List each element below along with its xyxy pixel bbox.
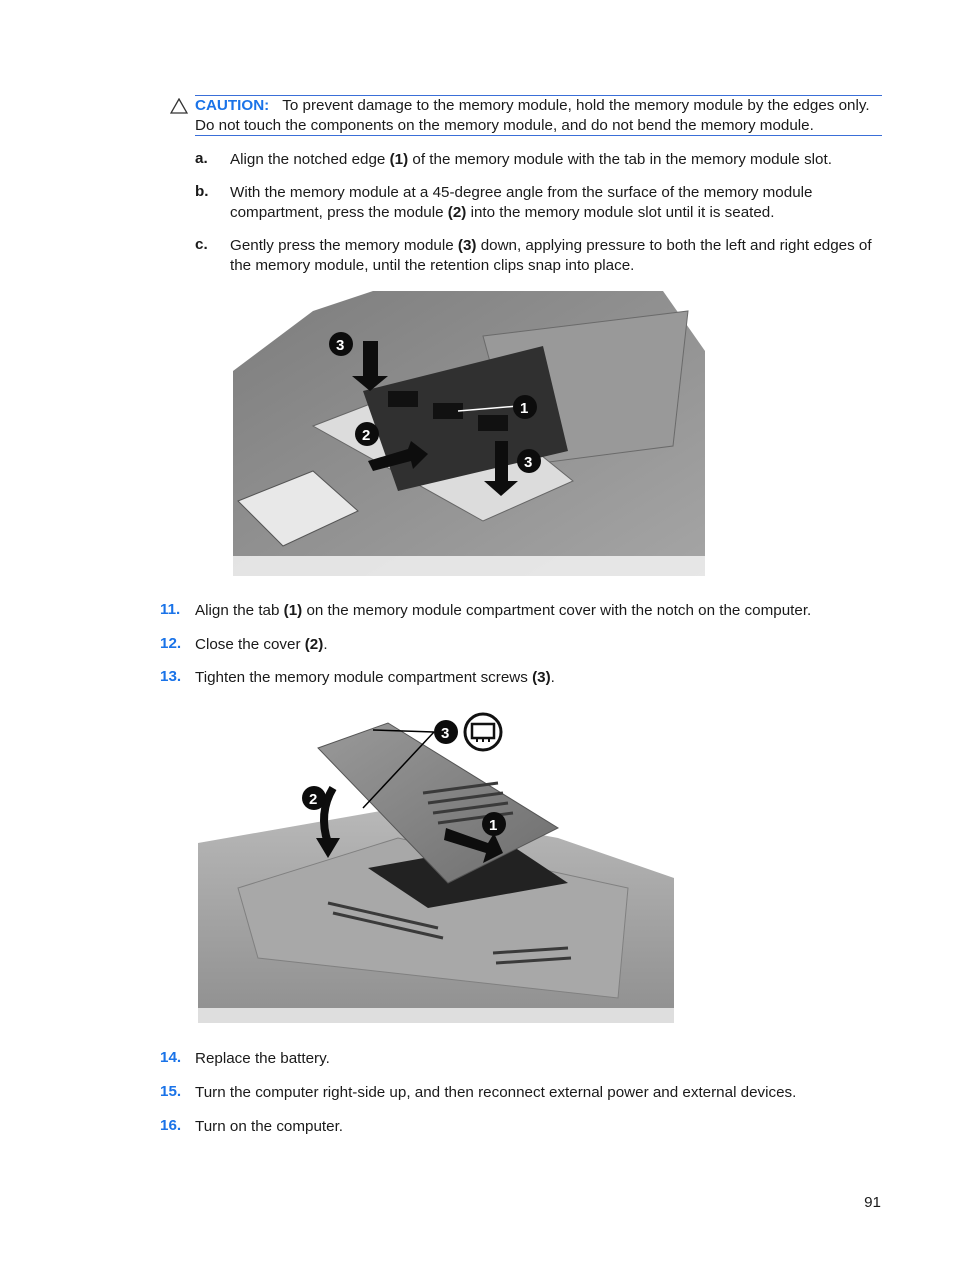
step-text-14: Replace the battery. [195, 1050, 330, 1067]
substep-c-bold: (3) [457, 237, 477, 254]
caution-text [195, 96, 885, 136]
substep-b-pre: With the memory module at a 45-degree angle from the surface of the memory module compartment, press the module [230, 184, 813, 221]
figure-compartment-cover-illustration [198, 708, 674, 1030]
figure1-callout-3b: 3 [524, 454, 533, 471]
substep-letter-b: b. [195, 183, 209, 200]
step-11-bold: (1) [283, 602, 303, 619]
step-number-14: 14. [160, 1049, 182, 1066]
page-number: 91 [864, 1194, 881, 1211]
step-13-pre: Tighten the memory module compartment screws [195, 669, 533, 686]
step-12-bold: (2) [304, 636, 324, 653]
figure-memory-module-insert [233, 291, 705, 576]
caution-body: To prevent damage to the memory module, hold the memory module by the edges only. Do not touch the components on the memory module, and do not bend the memory module. [195, 97, 870, 134]
figure1-callout-3a: 3 [336, 337, 345, 354]
substep-c-post: down, applying pressure to both the left and right edges of the memory module, until the retention clips snap into place. [230, 237, 872, 274]
substep-a-pre: Align the notched edge [230, 151, 390, 168]
step-number-15: 15. [160, 1083, 182, 1100]
figure2-callout-3: 3 [441, 725, 450, 742]
step-11-pre: Align the tab [195, 602, 284, 619]
figure-compartment-cover [198, 708, 674, 1030]
step-text-13 [195, 668, 895, 687]
step-11-post: on the memory module compartment cover with the notch on the computer. [302, 602, 812, 619]
substep-b-post: into the memory module slot until it is seated. [466, 203, 775, 221]
step-number-12: 12. [160, 635, 182, 652]
figure1-callout-1: 1 [520, 400, 529, 417]
step-number-16: 16. [160, 1117, 182, 1134]
figure2-callout-1: 1 [489, 817, 498, 834]
substep-text-c [230, 236, 885, 275]
substep-a-post: of the memory module with the tab in the memory module slot. [408, 151, 832, 168]
caution-triangle-icon [170, 98, 188, 114]
step-12-post: . [323, 636, 328, 653]
step-text-15: Turn the computer right-side up, and then reconnect external power and external devices. [195, 1084, 797, 1101]
step-text-11 [195, 601, 895, 620]
caution-bottom-rule [195, 135, 882, 136]
step-text-16: Turn on the computer. [195, 1118, 344, 1135]
step-13-post: . [550, 669, 555, 686]
substep-a-bold: (1) [389, 151, 409, 168]
step-number-13: 13. [160, 668, 182, 685]
step-13-bold: (3) [532, 669, 551, 686]
memory-module-icon [465, 714, 501, 750]
step-text-12 [195, 635, 895, 654]
figure2-callout-2: 2 [309, 791, 318, 808]
substep-letter-c: c. [195, 236, 208, 253]
substep-c-pre: Gently press the memory module [230, 237, 458, 254]
figure-memory-module-illustration [233, 291, 705, 576]
substep-b-bold: (2) [447, 203, 467, 221]
step-12-pre: Close the cover [195, 636, 305, 653]
substep-text-a [230, 150, 885, 170]
step-number-11: 11. [160, 601, 181, 618]
caution-label: CAUTION: [195, 97, 270, 114]
substep-letter-a: a. [195, 150, 208, 167]
substep-text-b [230, 183, 885, 222]
figure1-callout-2: 2 [362, 427, 371, 444]
